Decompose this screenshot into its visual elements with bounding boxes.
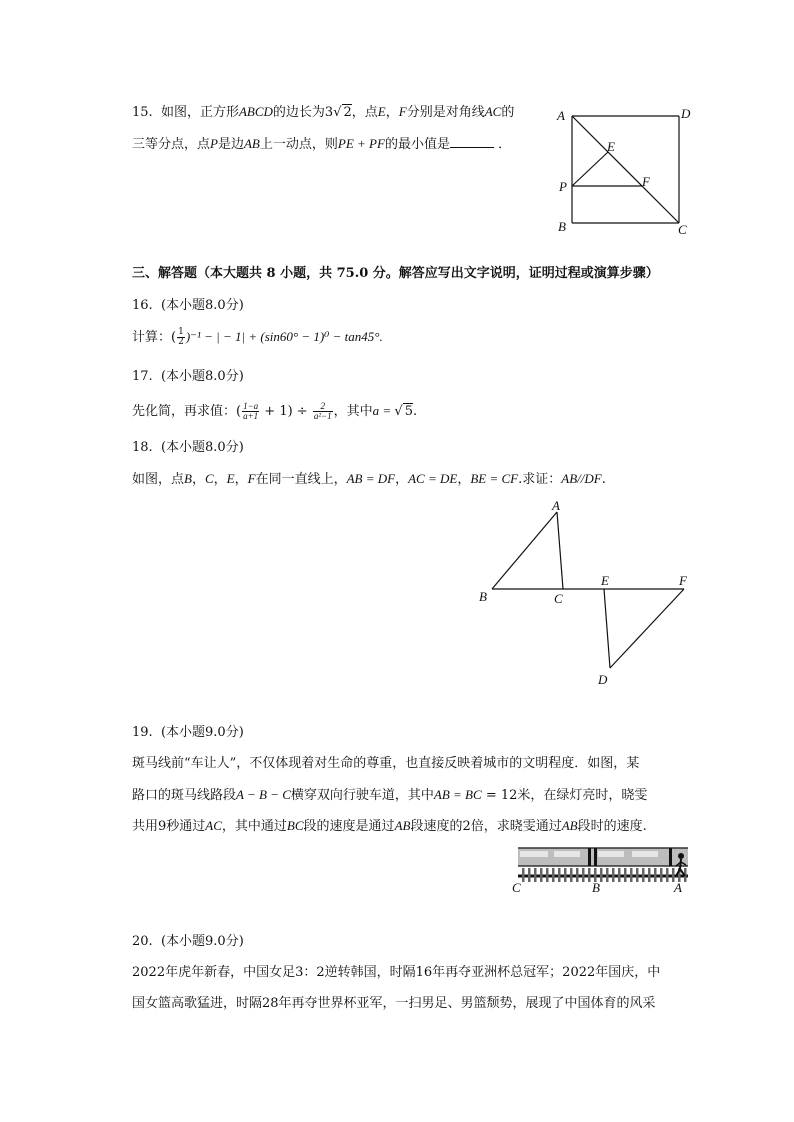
q20-line1: 2022年虎年新春，中国女足3：2逆转韩国，时隔16年再夺亚洲杯总冠军；2022年国庆，中 xyxy=(132,965,661,980)
zebra-stripe xyxy=(534,868,537,882)
fraction: $\frac{1}{2}$ xyxy=(178,327,184,347)
q19-crosswalk-figure xyxy=(508,842,698,894)
q18-score: (本小题8.0分) xyxy=(160,440,244,455)
answer-blank xyxy=(450,135,494,148)
q20-line2: 国女篮高歌猛进，时隔28年再夺世界杯亚军，一扫男足、男篮颓势，展现了中国体育的风采 xyxy=(132,996,656,1011)
label-b: B xyxy=(592,880,600,894)
q20-header xyxy=(132,933,244,951)
zebra-stripe xyxy=(624,868,627,882)
zebra-stripe xyxy=(606,868,609,882)
zebra-stripe xyxy=(612,868,615,882)
segment-df xyxy=(610,589,684,668)
label-e: E xyxy=(601,573,609,588)
q20-score: (本小题9.0分) xyxy=(160,934,244,949)
zebra-stripe xyxy=(588,868,591,882)
zebra-stripe xyxy=(564,868,567,882)
q16-score: (本小题8.0分) xyxy=(160,298,244,313)
diagonal-ac xyxy=(572,116,679,223)
q19-line1: 斑马线前“车让人”，不仅体现着对生命的尊重，也直接反映着城市的文明程度．如图，某 xyxy=(132,756,640,771)
label-a: A xyxy=(557,108,565,123)
q16-expression: 计算：( $\frac{1}{2}$ )⁻¹ − | − 1| + (sin60° − 1)⁰ − tan45°. xyxy=(132,327,383,347)
zebra-stripe xyxy=(528,868,531,882)
q19-line2: 路口的斑马线路段A − B − C横穿双向行驶车道，其中AB = BC = 12米，在绿灯亮时，晓雯 xyxy=(132,787,648,803)
q17-score: (本小题8.0分) xyxy=(160,369,244,384)
zebra-stripe xyxy=(618,868,621,882)
label-p: P xyxy=(559,179,567,194)
zebra-stripe xyxy=(630,868,633,882)
zebra-stripe xyxy=(636,868,639,882)
q18-number: 18. xyxy=(132,440,153,455)
q17-number: 17. xyxy=(132,369,153,384)
q18-header xyxy=(132,439,244,457)
q17-header xyxy=(132,368,244,386)
zebra-stripe xyxy=(654,868,657,882)
q18-triangles-figure xyxy=(470,496,700,691)
label-d: D xyxy=(598,672,608,687)
q15-number: 15. xyxy=(132,105,153,120)
q19-line3: 共用9秒通过AC，其中通过BC段的速度是通过AB段速度的2倍，求晓雯通过AB段时的速度. xyxy=(132,818,647,834)
label-d: D xyxy=(681,106,691,121)
segment-ed xyxy=(604,589,610,668)
label-a: A xyxy=(674,880,682,894)
zebra-stripe xyxy=(582,868,585,882)
q20-number: 20. xyxy=(132,934,153,949)
q17-expression: 先化简，再求值：( $\frac{1-a}{a+1}$ + 1) ÷ $\frac{2}{\text{a²−1}}$ ，其中a = √ 5. xyxy=(132,401,418,421)
label-c: C xyxy=(554,591,563,606)
label-c: C xyxy=(678,222,687,237)
segment-ba xyxy=(492,512,557,589)
q15-line1: 15. 如图，正方形ABCD的边长为3√ 2，点E，F分别是对角线AC的 xyxy=(132,104,515,120)
label-e: E xyxy=(607,139,615,154)
label-b: B xyxy=(558,219,566,234)
label-c: C xyxy=(512,880,521,894)
label-a: A xyxy=(552,498,560,513)
segment-ac xyxy=(557,512,563,589)
zebra-stripe xyxy=(576,868,579,882)
zebra-stripe xyxy=(558,868,561,882)
q18-text: 如图，点B，C，E，F在同一直线上，AB = DF，AC = DE，BE = CF.求证：AB//DF. xyxy=(132,471,606,487)
zebra-stripe xyxy=(522,868,525,882)
zebra-stripe xyxy=(600,868,603,882)
q19-header xyxy=(132,724,244,742)
zebra-stripe xyxy=(552,868,555,882)
zebra-stripe xyxy=(648,868,651,882)
q19-number: 19. xyxy=(132,725,153,740)
q15-line2: 三等分点，点P是边AB上一动点，则PE + PF的最小值是 ． xyxy=(132,136,512,152)
q16-header xyxy=(132,297,244,315)
zebra-stripe xyxy=(570,868,573,882)
q15-square-figure xyxy=(550,102,700,242)
label-f: F xyxy=(679,573,687,588)
zebra-stripe xyxy=(660,868,663,882)
fraction: $\frac{2}{\text{a²−1}}$ xyxy=(313,401,332,421)
fraction: $\frac{1-a}{a+1}$ xyxy=(243,401,259,421)
zebra-stripe xyxy=(642,868,645,882)
label-f: F xyxy=(642,174,650,189)
zebra-stripe xyxy=(546,868,549,882)
q19-score: (本小题9.0分) xyxy=(160,725,244,740)
section3-title: 三、解答题（本大题共 8 小题，共 75.0 分。解答应写出文字说明，证明过程或演算步骤） xyxy=(132,266,659,281)
label-b: B xyxy=(479,589,487,604)
segment-pe xyxy=(572,152,608,186)
zebra-stripe xyxy=(666,868,669,882)
q16-number: 16. xyxy=(132,298,153,313)
zebra-stripe xyxy=(540,868,543,882)
